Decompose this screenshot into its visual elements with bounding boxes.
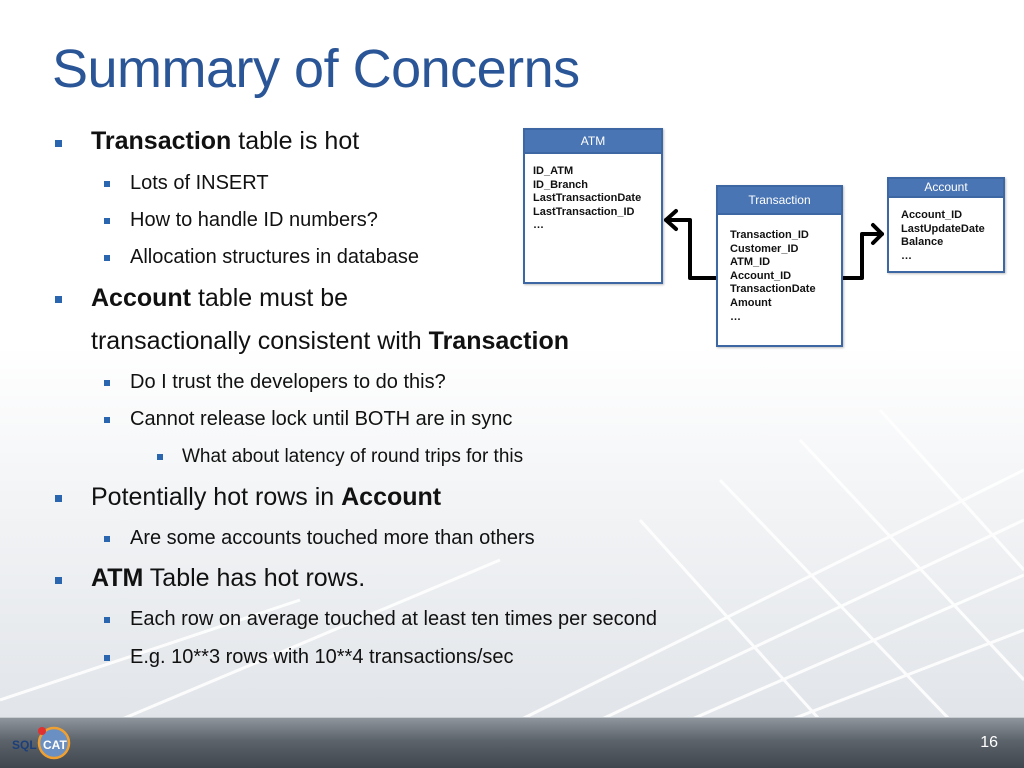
bullet-atm-hot-rows: ATM Table has hot rows. <box>91 564 366 592</box>
bullet-rows-example: E.g. 10**3 rows with 10**4 transactions/sec <box>130 646 514 668</box>
account-field: Account_ID <box>901 209 963 221</box>
bullet-latency-round-trips: What about latency of round trips for this <box>182 446 524 467</box>
transaction-field: Customer_ID <box>730 242 799 255</box>
bullet-account-consistent: Account table must be <box>91 284 349 312</box>
bullet-lots-of-insert: Lots of INSERT <box>130 172 269 194</box>
bullet-release-lock: Cannot release lock until BOTH are in sync <box>130 408 513 430</box>
bullet-account-consistent-continued: transactionally consistent with Transaction <box>91 327 569 355</box>
transaction-field: Transaction_ID <box>730 229 809 241</box>
account-field: Balance <box>901 236 944 249</box>
account-field: LastUpdateDate <box>901 222 985 235</box>
sqlcat-logo <box>10 724 74 764</box>
atm-field: LastTransaction_ID <box>533 205 635 218</box>
atm-field: … <box>533 219 544 232</box>
footer-bar <box>0 718 1024 768</box>
bullet-id-numbers: How to handle ID numbers? <box>130 209 378 231</box>
bullet-row-touched-ten-times: Each row on average touched at least ten times per second <box>130 608 657 630</box>
logo-text-left: SQL <box>12 738 37 752</box>
transaction-field: … <box>730 310 741 323</box>
atm-field: ID_ATM <box>533 165 574 177</box>
transaction-field: TransactionDate <box>730 283 816 296</box>
logo-text-right: CAT <box>43 738 67 752</box>
atm-table-box <box>523 128 663 284</box>
atm-table-header: ATM <box>525 130 661 154</box>
slide-title: Summary of Concerns <box>52 39 580 99</box>
account-field: … <box>901 249 912 262</box>
transaction-table-fields <box>718 215 841 330</box>
transaction-field: ATM_ID <box>730 256 771 269</box>
bullet-accounts-touched: Are some accounts touched more than others <box>130 527 535 549</box>
atm-table-fields <box>525 154 661 239</box>
bullet-trust-developers: Do I trust the developers to do this? <box>130 371 446 393</box>
transaction-table-header: Transaction <box>718 187 841 215</box>
account-table-header: Account <box>889 179 1003 198</box>
transaction-field: Amount <box>730 296 772 309</box>
atm-field: ID_Branch <box>533 178 589 191</box>
transaction-field: Account_ID <box>730 269 792 282</box>
account-table-fields <box>889 198 1003 269</box>
transaction-table-box <box>716 185 843 347</box>
bullet-allocation-structures: Allocation structures in database <box>130 246 420 268</box>
bullet-transaction-hot: Transaction table is hot <box>91 127 360 155</box>
bullet-hot-rows-account: Potentially hot rows in Account <box>91 483 442 511</box>
atm-field: LastTransactionDate <box>533 192 642 205</box>
account-table-box <box>887 177 1005 273</box>
page-number: 16 <box>980 734 998 751</box>
